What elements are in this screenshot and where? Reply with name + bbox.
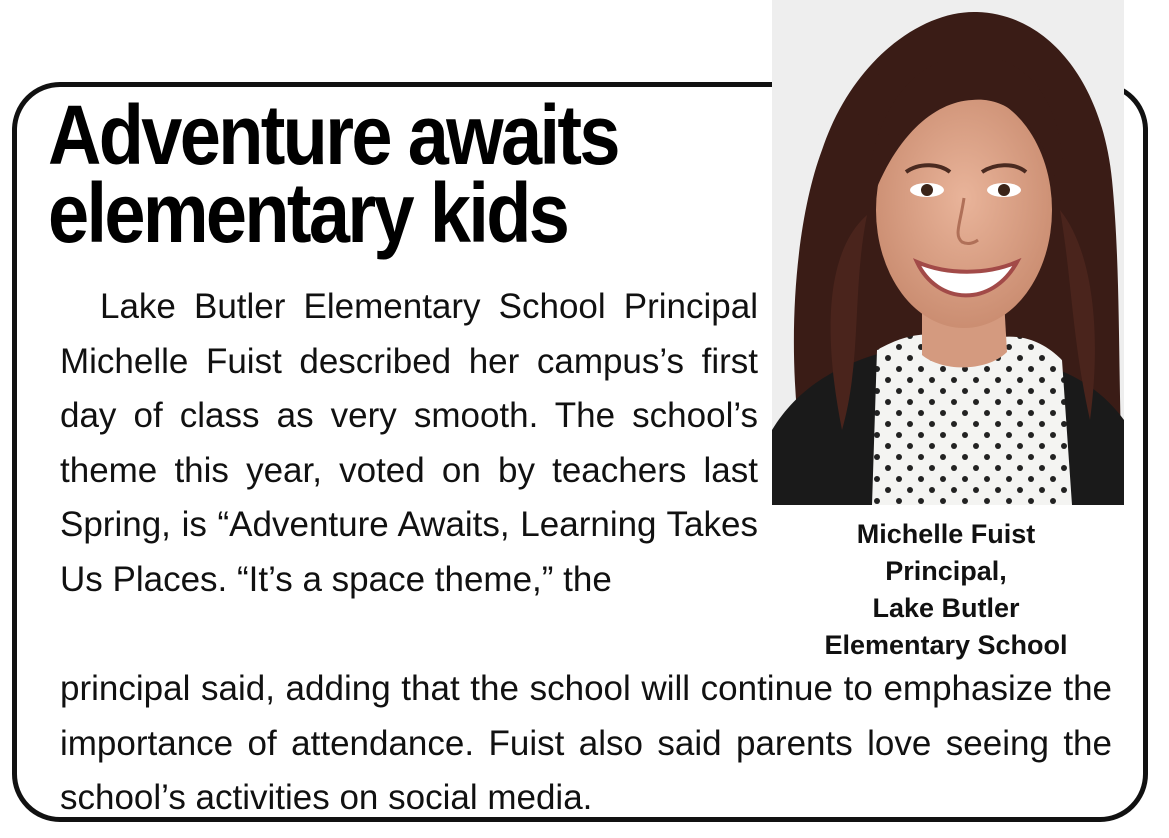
photo-caption (790, 516, 1102, 664)
article-body-part-2: principal said, adding that the school will continue to emphasize the importance of attendance. Fuist also said parents love seeing the school’s activities on social media. (60, 669, 1112, 817)
article-body-part-1: Lake Butler Elementary School Principal Michelle Fuist described her campus’s first day of class as very smooth. The school’s theme this year, voted on by teachers last Spring, is “Adventure Awaits, Learning Takes Us Places. “It’s a space theme,” the (60, 287, 758, 599)
caption-name: Michelle Fuist (856, 519, 1036, 549)
principal-photo (772, 0, 1124, 505)
headline-line-2: elementary kids (48, 166, 568, 260)
headline-line-1: Adventure awaits (48, 88, 618, 182)
caption-school-line-2: Elementary School (824, 630, 1068, 660)
caption-title: Principal, (885, 556, 1007, 586)
headline (48, 88, 682, 260)
caption-school-line-1: Lake Butler (872, 593, 1020, 623)
